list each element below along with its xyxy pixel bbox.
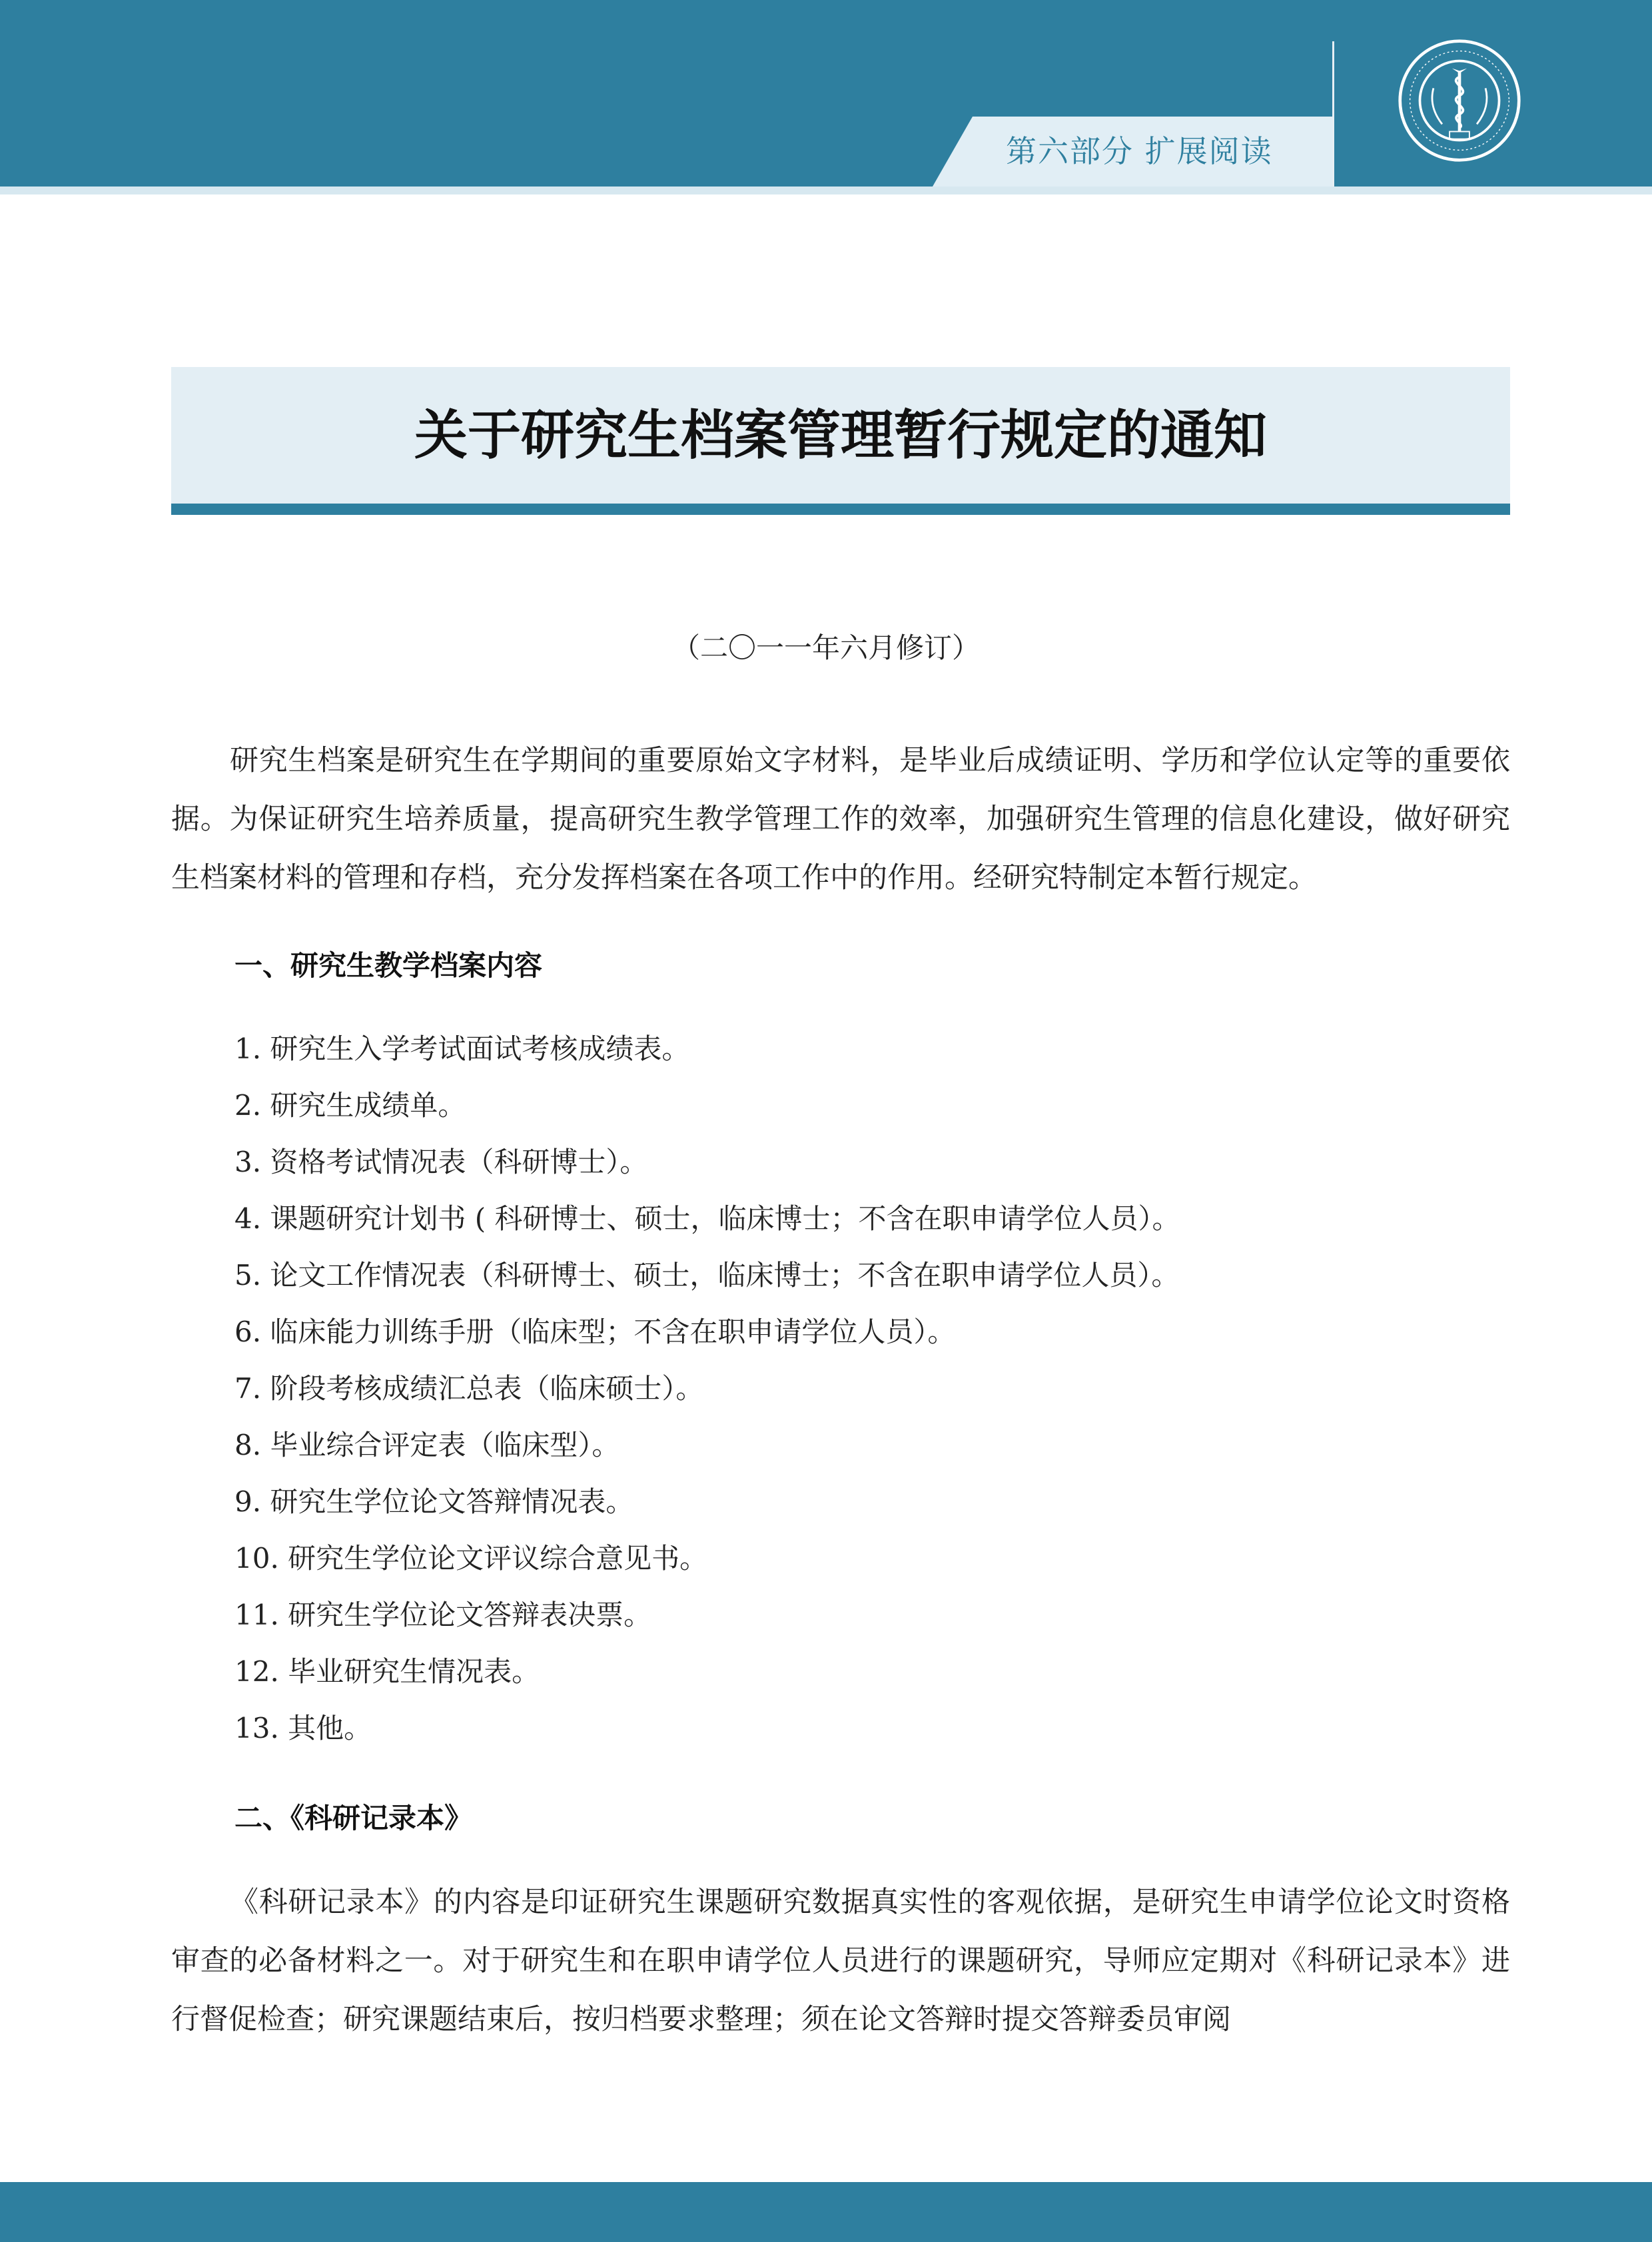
list-item: 10. 研究生学位论文评议综合意见书。 xyxy=(234,1542,708,1575)
footer-band xyxy=(0,2182,1652,2242)
list-item: 12. 毕业研究生情况表。 xyxy=(234,1655,540,1688)
header-rule xyxy=(0,187,1652,194)
section-label: 第六部分 扩展阅读 xyxy=(1006,133,1273,169)
revision-date: （二〇一一年六月修订） xyxy=(671,631,980,664)
list-item: 4. 课题研究计划书 ( 科研博士、硕士，临床博士；不含在职申请学位人员）。 xyxy=(234,1202,1180,1235)
list-item: 9. 研究生学位论文答辩情况表。 xyxy=(234,1485,634,1518)
section-2-paragraph: 《科研记录本》的内容是印证研究生课题研究数据真实性的客观依据，是研究生申请学位论文时资格审查的必备材料之一。对于研究生和在职申请学位人员进行的课题研究，导师应定期对《科研记录本》进行督促检查；研究课题结束后，按归档要求整理；须在论文答辩时提交答辩委员审阅 xyxy=(171,1886,1510,2036)
list-item: 13. 其他。 xyxy=(234,1712,372,1744)
list-item: 3. 资格考试情况表（科研博士）。 xyxy=(234,1146,648,1178)
list-item: 11. 研究生学位论文答辩表决票。 xyxy=(234,1599,652,1631)
title-underline xyxy=(171,504,1510,515)
university-seal-icon xyxy=(1398,39,1521,163)
list-item: 1. 研究生入学考试面试考核成绩表。 xyxy=(234,1032,690,1065)
list-item: 7. 阶段考核成绩汇总表（临床硕士）。 xyxy=(234,1372,704,1405)
list-item: 8. 毕业综合评定表（临床型）。 xyxy=(234,1429,620,1461)
section-heading-1: 一、研究生教学档案内容 xyxy=(234,949,543,982)
list-item: 5. 论文工作情况表（科研博士、硕士，临床博士；不含在职申请学位人员）。 xyxy=(234,1259,1180,1292)
archive-content-list xyxy=(234,1020,1180,1756)
header-divider xyxy=(1332,41,1334,187)
list-item: 6. 临床能力训练手册（临床型；不含在职申请学位人员）。 xyxy=(234,1315,956,1348)
section-heading-2: 二、《科研记录本》 xyxy=(234,1802,473,1834)
intro-paragraph: 研究生档案是研究生在学期间的重要原始文字材料，是毕业后成绩证明、学历和学位认定等的重要依据。为保证研究生培养质量，提高研究生教学管理工作的效率，加强研究生管理的信息化建设，做好研究生档案材料的管理和存档，充分发挥档案在各项工作中的作用。经研究特制定本暂行规定。 xyxy=(171,744,1510,895)
page-title: 关于研究生档案管理暂行规定的通知 xyxy=(414,404,1267,466)
list-item: 2. 研究生成绩单。 xyxy=(234,1089,466,1122)
